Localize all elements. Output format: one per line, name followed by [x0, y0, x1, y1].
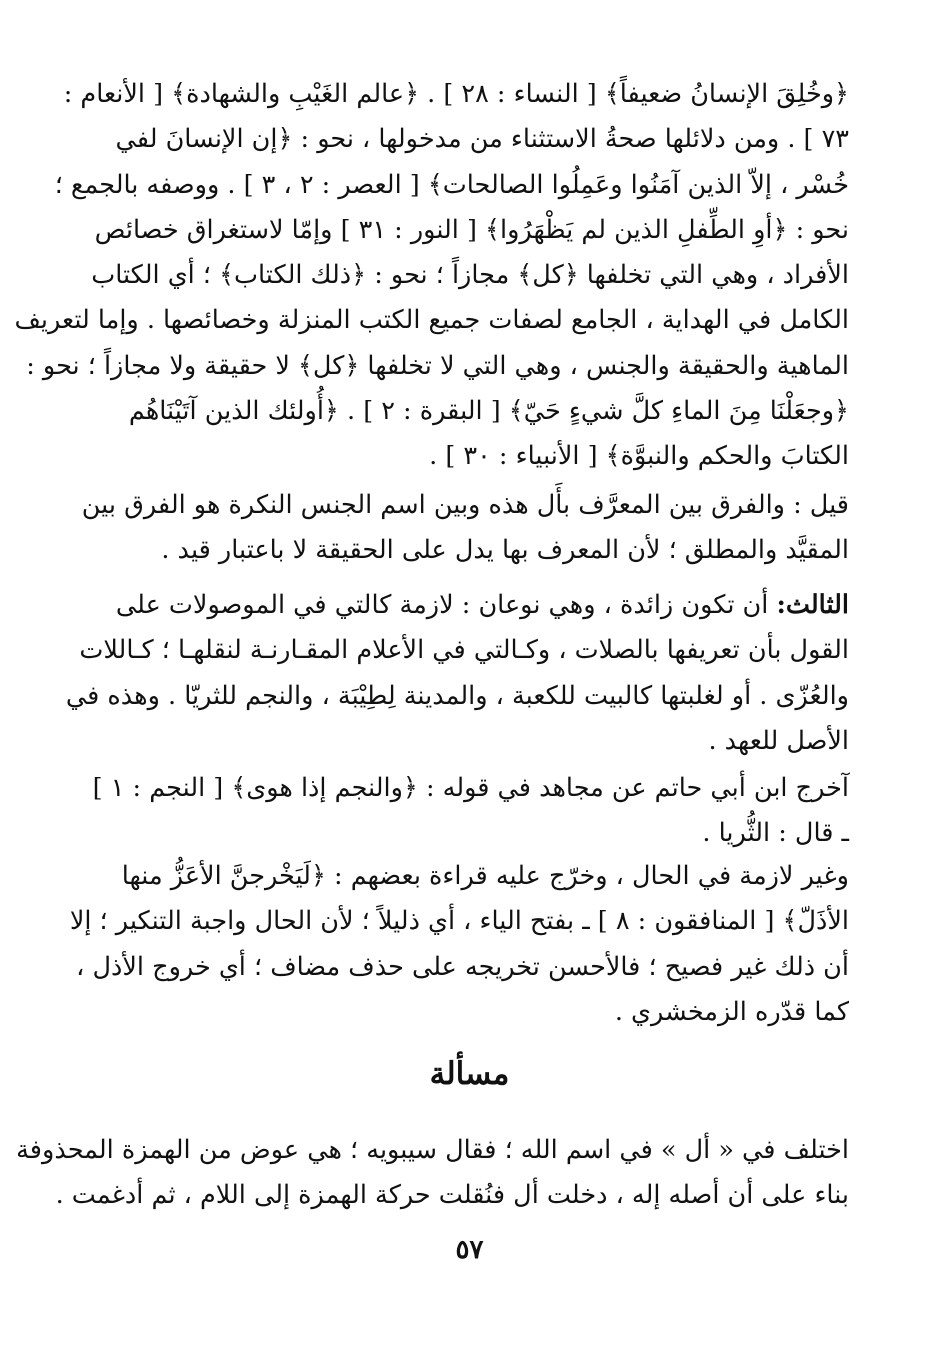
text-line: الماهية والحقيقة والجنس ، وهي التي لا تخلفها ﴿كل﴾ لا حقيقة ولا مجازاً ؛ نحو :: [26, 350, 849, 381]
page-number: ٥٧: [455, 1235, 484, 1265]
text-line: كما قدّره الزمخشري .: [614, 996, 849, 1027]
text-line: المقيَّد والمطلق ؛ لأن المعرف بها يدل على الحقيقة لا باعتبار قيد .: [161, 535, 849, 566]
text-line: ﴿وجعَلْنَا مِنَ الماءِ كلَّ شيءٍ حَيّ﴾ [ البقرة : ٢ ] . ﴿أُولئك الذين آتَيْنَاهُم: [128, 396, 849, 427]
text-line: الأفراد ، وهي التي تخلفها ﴿كل﴾ مجازاً ؛ نحو : ﴿ذلك الكتاب﴾ ؛ أي الكتاب: [91, 260, 849, 291]
text-line: [115, 583, 849, 628]
text-line: ـ قال : الثُّريا .: [702, 818, 849, 849]
text-line: الكتابَ والحكم والنبوَّة﴾ [ الأنبياء : ٣٠ ] .: [429, 441, 849, 472]
text-line: ﴿وخُلِقَ الإنسانُ ضعيفاً﴾ [ النساء : ٢٨ ] . ﴿عالم الغَيْبِ والشهادة﴾ [ الأنعام :: [63, 79, 849, 109]
paragraph-hadith-citation: [92, 766, 849, 857]
text-line: نحو : ﴿أوِ الطِّفلِ الذين لم يَظْهَرُوا﴾ [ النور : ٣١ ] وإمّا لاستغراق خصائص: [94, 214, 849, 245]
text-line: اختلف في « أل » في اسم الله ؛ فقال سيبويه ؛ هي عوض من الهمزة المحذوفة: [16, 1135, 849, 1165]
text-line: بناء على أن أصله إله ، دخلت أل فنُقلت حركة الهمزة إلى اللام ، ثم أدغمت .: [55, 1180, 849, 1211]
text-line: الأصل للعهد .: [708, 725, 849, 756]
section-heading: مسألة: [429, 1056, 510, 1092]
paragraph-definite-article-types: [14, 72, 849, 480]
text-segment: أن تكون زائدة ، وهي نوعان : لازمة كالتي في الموصولات على: [115, 590, 769, 620]
paragraph-difference-note: [81, 483, 849, 574]
text-line: آخرج ابن أبي حاتم عن مجاهد في قوله : ﴿والنجم إذا هوى﴾ [ النجم : ١ ]: [92, 773, 849, 803]
text-line: قيل : والفرق بين المعرَّف بأَل هذه وبين اسم الجنس النكرة هو الفرق بين: [81, 490, 849, 520]
text-line: أن ذلك غير فصيح ؛ فالأحسن تخريجه على حذف مضاف ؛ أي خروج الأذل ،: [76, 951, 849, 982]
text-line: ٧٣ ] . ومن دلائلها صحةُ الاستثناء من مدخولها ، نحو : ﴿إن الإنسانَ لفي: [115, 124, 849, 155]
paragraph-divine-name: [16, 1128, 849, 1219]
section-lead: الثالث:: [776, 590, 849, 620]
text-line: الكامل في الهداية ، الجامع لصفات جميع الكتب المنزلة وخصائصها . وإما لتعريف: [14, 305, 849, 336]
paragraph-third-type: [65, 583, 849, 764]
text-line: الأذَلّ﴾ [ المنافقون : ٨ ] ـ بفتح الياء ، أي ذليلاً ؛ لأن الحال واجبة التنكير ؛ إلا: [69, 906, 849, 937]
text-line: والعُزّى . أو لغلبتها كالبيت للكعبة ، والمدينة لِطِيْبَة ، والنجم للثريّا . وهذه في: [65, 680, 849, 711]
text-line: وغير لازمة في الحال ، وخرّج عليه قراءة بعضهم : ﴿لَيَخْرجنَّ الأعَزُّ منها: [121, 861, 849, 891]
paragraph-non-essential: [69, 854, 849, 1035]
text-line: القول بأن تعريفها بالصلات ، وكـالتي في الأعلام المقـارنـة لنقلهـا ؛ كـاللات: [79, 635, 849, 666]
text-line: خُسْر ، إلاّ الذين آمَنُوا وعَمِلُوا الصالحات﴾ [ العصر : ٢ ، ٣ ] . ووصفه بالجمع ؛: [54, 169, 849, 200]
